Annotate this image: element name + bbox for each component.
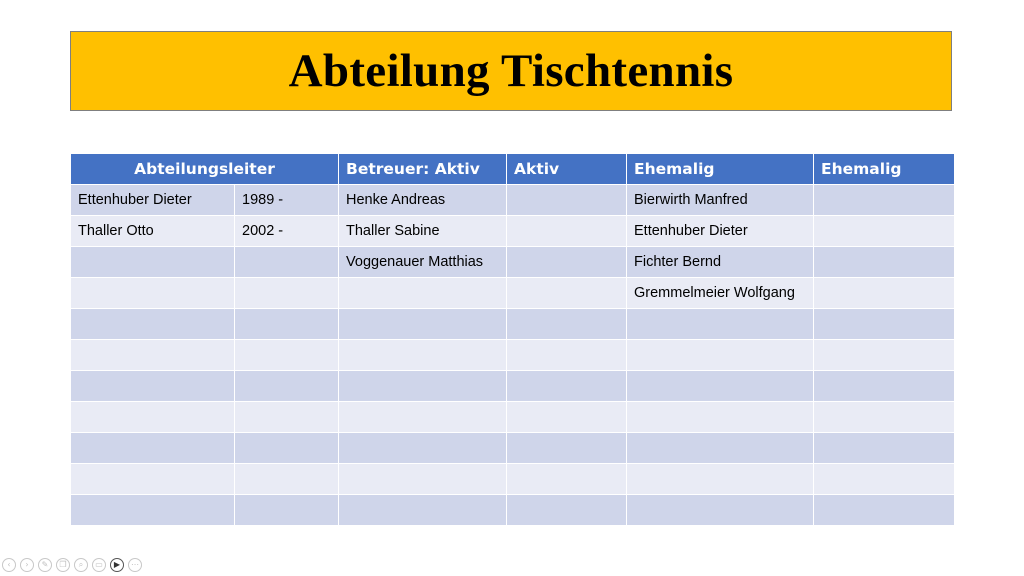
header-aktiv: Aktiv [507, 154, 627, 185]
title-banner [70, 31, 952, 111]
table-cell [507, 433, 627, 464]
table-cell [627, 433, 814, 464]
table-cell [71, 464, 235, 495]
slide-title: Abteilung Tischtennis [288, 45, 734, 97]
table-cell [71, 309, 235, 340]
table-cell: Thaller Sabine [339, 216, 507, 247]
table-cell [339, 309, 507, 340]
table-cell [814, 185, 955, 216]
table-cell: Voggenauer Matthias [339, 247, 507, 278]
table-row [71, 464, 955, 495]
table-cell [235, 402, 339, 433]
table-cell: 2002 - [235, 216, 339, 247]
table-row [71, 495, 955, 526]
table-cell [627, 495, 814, 526]
staff-table [70, 153, 955, 526]
table-cell [507, 495, 627, 526]
subtitles-icon[interactable]: ▭ [92, 558, 106, 572]
table-row [71, 433, 955, 464]
table-cell: Ettenhuber Dieter [627, 216, 814, 247]
table-row [71, 402, 955, 433]
table-cell [339, 340, 507, 371]
table-cell [507, 216, 627, 247]
header-abteilungsleiter: Abteilungsleiter [71, 154, 339, 185]
table-cell [507, 464, 627, 495]
table-cell: 1989 - [235, 185, 339, 216]
pen-icon[interactable]: ✎ [38, 558, 52, 572]
table-cell [507, 340, 627, 371]
table-cell: Bierwirth Manfred [627, 185, 814, 216]
table-row [71, 309, 955, 340]
table-cell: Henke Andreas [339, 185, 507, 216]
table-cell [71, 278, 235, 309]
table-cell [814, 371, 955, 402]
table-cell [814, 309, 955, 340]
table-cell [339, 402, 507, 433]
table-cell [71, 433, 235, 464]
table-cell [507, 309, 627, 340]
table-cell [507, 371, 627, 402]
camera-icon[interactable]: ▶ [110, 558, 124, 572]
table-cell [627, 402, 814, 433]
table-row [71, 278, 955, 309]
table-cell [235, 278, 339, 309]
table-cell [814, 247, 955, 278]
slideshow-toolbar [2, 557, 142, 573]
previous-icon[interactable]: ‹ [2, 558, 16, 572]
table-cell [339, 495, 507, 526]
table-cell: Gremmelmeier Wolfgang [627, 278, 814, 309]
table-cell [814, 278, 955, 309]
table-cell [507, 278, 627, 309]
table-cell [814, 464, 955, 495]
table-cell [507, 247, 627, 278]
table-cell [235, 495, 339, 526]
table-cell [339, 371, 507, 402]
table-cell [71, 402, 235, 433]
table-cell [71, 247, 235, 278]
table-row [71, 340, 955, 371]
table-cell [235, 464, 339, 495]
table-cell [235, 371, 339, 402]
table-cell [71, 340, 235, 371]
table-cell [814, 216, 955, 247]
table-row [71, 216, 955, 247]
table-row [71, 247, 955, 278]
table-cell [814, 340, 955, 371]
table-row [71, 371, 955, 402]
table-cell [627, 340, 814, 371]
header-ehemalig-1: Ehemalig [627, 154, 814, 185]
table-cell [339, 278, 507, 309]
zoom-icon[interactable]: ⌕ [74, 558, 88, 572]
table-cell [627, 371, 814, 402]
table-cell [814, 495, 955, 526]
table-cell [71, 495, 235, 526]
header-betreuer-aktiv: Betreuer: Aktiv [339, 154, 507, 185]
copy-icon[interactable]: ❐ [56, 558, 70, 572]
table-cell [235, 247, 339, 278]
next-icon[interactable]: › [20, 558, 34, 572]
table-cell [235, 309, 339, 340]
table-cell [339, 433, 507, 464]
table-cell: Thaller Otto [71, 216, 235, 247]
table-cell [814, 402, 955, 433]
table-cell [235, 340, 339, 371]
more-icon[interactable]: ⋯ [128, 558, 142, 572]
header-ehemalig-2: Ehemalig [814, 154, 955, 185]
table-cell [627, 309, 814, 340]
table-cell [814, 433, 955, 464]
table-header-row [71, 154, 955, 185]
table-row [71, 185, 955, 216]
table-cell [339, 464, 507, 495]
table-cell: Ettenhuber Dieter [71, 185, 235, 216]
table-cell [235, 433, 339, 464]
table-cell: Fichter Bernd [627, 247, 814, 278]
table-cell [507, 402, 627, 433]
table-cell [71, 371, 235, 402]
table-cell [627, 464, 814, 495]
table-cell [507, 185, 627, 216]
